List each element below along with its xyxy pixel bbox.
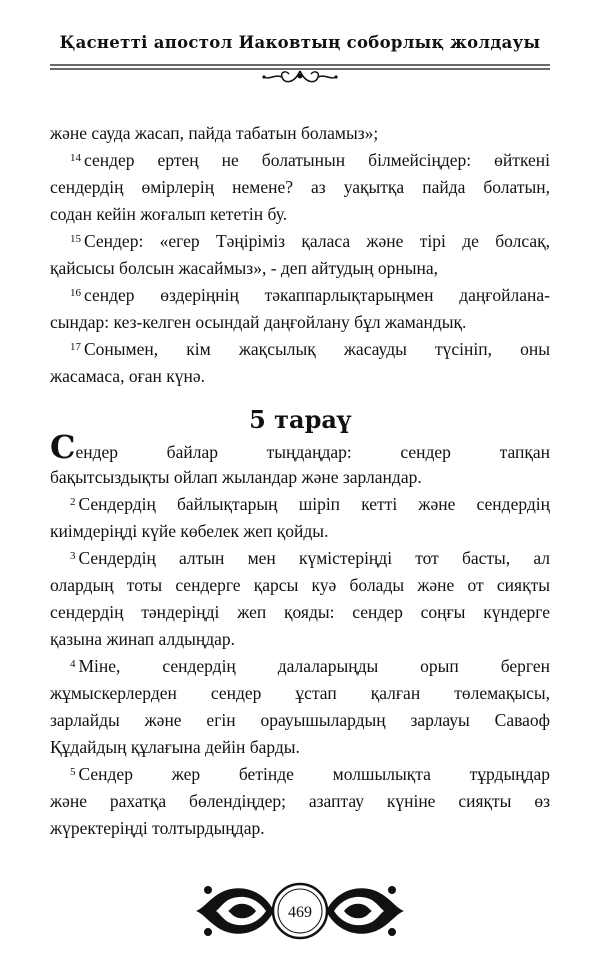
- text-line: жұмыскерлерден сендер ұстап қалған төлемақысы,: [50, 683, 550, 703]
- page-body: [50, 120, 550, 390]
- verse-5-line: $^5$ Сендер жер бетінде молшылықта тұрдыңдар: [70, 764, 550, 784]
- chapter-heading: 5 тараү: [249, 405, 351, 434]
- verse-4-line: $^4$ Міне, сендердің далаларыңды орып берген: [70, 656, 550, 676]
- verse-number: 5: [70, 766, 76, 778]
- header-ornament-divider-icon: [50, 60, 550, 88]
- text-line: киімдеріңді күйе көбелек жеп қойды.: [50, 521, 329, 541]
- verse-14-line: $^{14}$ сендер ертең не болатынын білмейсіңдер: өйткені: [70, 150, 550, 170]
- text-line: олардың тоты сендерге қарсы куә болады және от сияқты: [50, 575, 550, 595]
- page-number: 469: [288, 904, 312, 921]
- verse-16-line: $^{16}$ сендер өздеріңнің тәкаппарлықтарыңмен даңғойлана-: [70, 285, 550, 305]
- text-line: жүректеріңді толтырдыңдар.: [50, 818, 265, 838]
- verse-number: 16: [70, 287, 81, 299]
- verse-number: 17: [70, 341, 81, 353]
- verse-15-line: $^{15}$ Сендер: «егер Тәңіріміз қаласа және тірі де болсақ,: [70, 231, 550, 251]
- text-line: бақытсыздықты ойлап жыландар және зарландар.: [50, 467, 422, 487]
- verse-number: 3: [70, 550, 76, 562]
- text-line: Құдайдың құлағына дейін барды.: [50, 737, 300, 757]
- verse-3-line: $^3$ Сендердің алтын мен күмістеріңді тот басты, ал: [70, 548, 550, 568]
- drop-cap: С: [50, 428, 76, 466]
- text-line: сендердің тәндеріңді жеп қояды: сендер соңғы күндерге: [50, 602, 550, 622]
- text-line: қайсысы болсын жасаймыз», - деп айтудың орнына,: [50, 258, 439, 278]
- verse-17-line: $^{17}$ Сонымен, кім жақсылық жасауды түсініп, оны: [70, 339, 550, 359]
- text-line: жасамаса, оған күнә.: [50, 366, 206, 386]
- chapter-body: [50, 428, 550, 842]
- text-line: содан кейін жоғалып кететін бу.: [50, 204, 288, 224]
- text-line: қазына жинап алдыңдар.: [50, 629, 236, 649]
- text-line: және сауда жасап, пайда табатын боламыз»;: [50, 123, 379, 143]
- verse-number: 2: [70, 496, 76, 508]
- text-line: және рахатқа бөлендіңдер; азаптау күніне сияқты өз: [50, 791, 550, 811]
- verse-number: 15: [70, 233, 81, 245]
- text-line: сындар: кез-келген осындай даңғойлану бұл жамандық.: [50, 312, 467, 332]
- text-line: зарлайды және егін орауышылардың зарлауы Саваоф: [50, 710, 550, 730]
- verse-2-line: $^2$ Сендердің байлықтарың шіріп кетті және сендердің: [70, 494, 550, 514]
- text-line: сендердің өмірлерің немене? аз уақытқа пайда болатын,: [50, 177, 550, 197]
- running-title: Қаснетті апостол Иаковтың соборлық жолдауы: [59, 33, 541, 52]
- chapter-first-line: Сендер байлар тыңдаңдар: сендер тапқан: [50, 428, 550, 466]
- verse-number: 14: [70, 152, 81, 164]
- verse-number: 4: [70, 658, 76, 670]
